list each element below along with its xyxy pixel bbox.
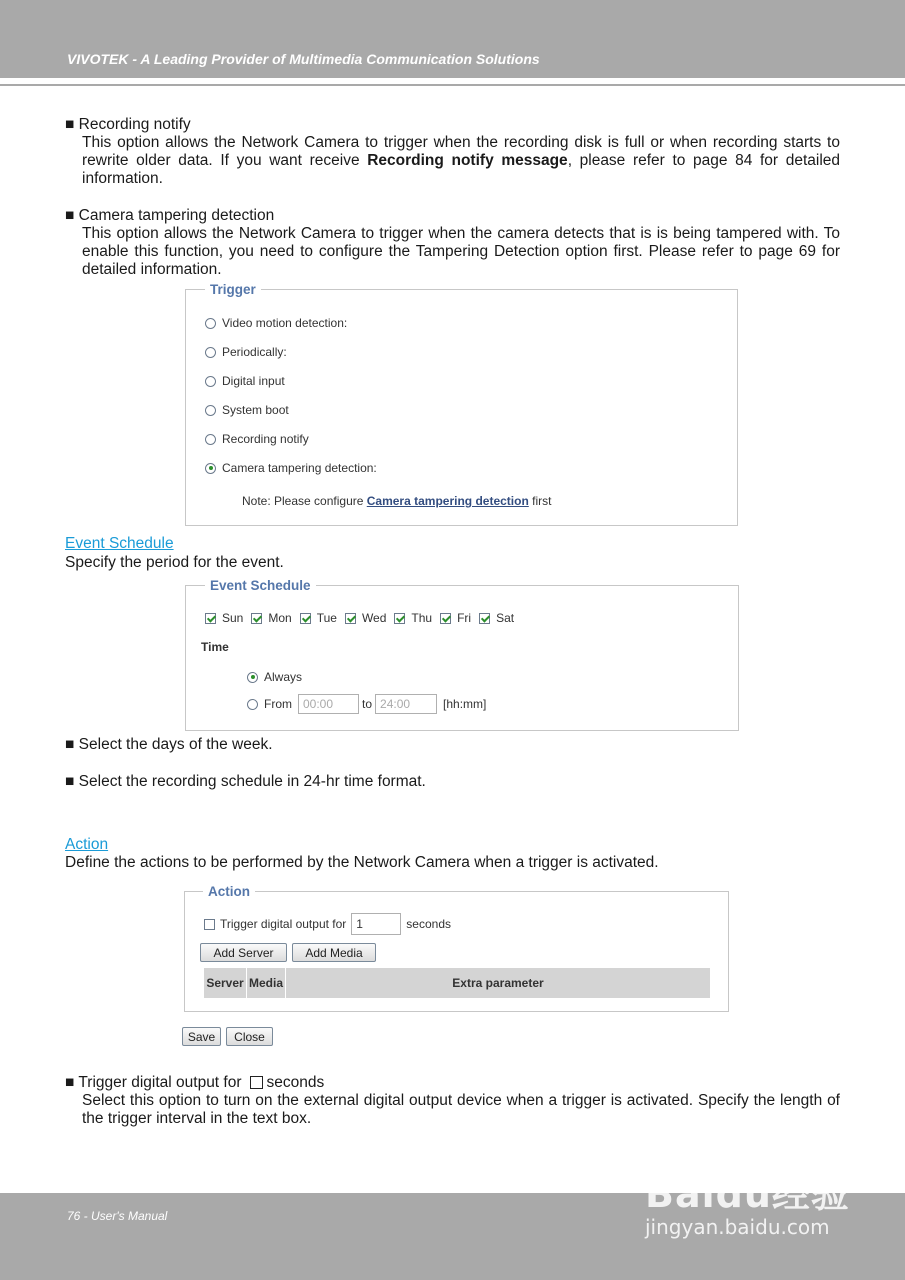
trigger-option-digital-input[interactable] xyxy=(205,374,285,388)
trigger-option-camera-tampering[interactable] xyxy=(205,461,377,475)
bullet-select-time: ■ Select the recording schedule in 24-hr time format. xyxy=(65,773,426,790)
trigger-output-heading-text: ■ Trigger digital output for xyxy=(65,1074,242,1091)
checkbox-wed[interactable] xyxy=(345,613,356,624)
radio-video-motion[interactable] xyxy=(205,318,216,329)
day-label: Mon xyxy=(268,611,292,625)
close-button[interactable]: Close xyxy=(226,1027,273,1046)
radio-periodically[interactable] xyxy=(205,347,216,358)
watermark-brand: Baidu经验 xyxy=(645,1172,850,1216)
checkbox-mon[interactable] xyxy=(251,613,262,624)
trigger-option-recording-notify[interactable] xyxy=(205,432,309,446)
add-server-button[interactable]: Add Server xyxy=(200,943,287,962)
column-extra-parameter: Extra parameter xyxy=(452,976,544,990)
radio-digital-input[interactable] xyxy=(205,376,216,387)
from-time-input[interactable] xyxy=(298,694,359,714)
checkbox-icon xyxy=(250,1076,263,1089)
header-title: VIVOTEK - A Leading Provider of Multimedia Communication Solutions xyxy=(67,51,540,67)
option-label: Periodically: xyxy=(222,345,287,359)
trigger-note xyxy=(242,494,551,508)
checkbox-fri[interactable] xyxy=(440,613,451,624)
bullet-select-days: ■ Select the days of the week. xyxy=(65,736,273,753)
recording-notify-paragraph xyxy=(82,134,840,189)
trigger-output-label: Trigger digital output for xyxy=(220,917,347,931)
checkbox-tue[interactable] xyxy=(300,613,311,624)
recording-notify-bold: Recording notify message xyxy=(367,152,568,170)
time-label: Time xyxy=(201,640,229,654)
day-thu[interactable] xyxy=(394,611,432,625)
trigger-legend: Trigger xyxy=(205,282,261,297)
day-label: Sat xyxy=(496,611,515,625)
checkbox-sat[interactable] xyxy=(479,613,490,624)
time-from-option[interactable] xyxy=(247,694,486,714)
note-text-end: first xyxy=(528,494,552,508)
column-server: Server xyxy=(204,968,247,998)
footer-page-label: 76 - User's Manual xyxy=(67,1209,168,1223)
action-desc: Define the actions to be performed by the Network Camera when a trigger is activated. xyxy=(65,854,659,871)
format-label: [hh:mm] xyxy=(443,697,487,711)
day-label: Wed xyxy=(361,611,387,625)
camera-tampering-heading: ■ Camera tampering detection xyxy=(65,207,275,224)
option-label: Camera tampering detection: xyxy=(222,461,377,475)
day-sun[interactable] xyxy=(205,611,243,625)
day-fri[interactable] xyxy=(440,611,471,625)
days-row xyxy=(205,611,522,625)
day-wed[interactable] xyxy=(345,611,386,625)
watermark-url: jingyan.baidu.com xyxy=(645,1215,830,1239)
trigger-output-paragraph: Select this option to turn on the external digital output device when a trigger is activated. Specify the length of the trigger interval in the text box. xyxy=(82,1092,840,1128)
trigger-option-periodically[interactable] xyxy=(205,345,287,359)
day-label: Tue xyxy=(316,611,337,625)
day-sat[interactable] xyxy=(479,611,514,625)
time-always-option[interactable] xyxy=(247,670,302,684)
note-text: Note: Please configure xyxy=(242,494,367,508)
trigger-option-system-boot[interactable] xyxy=(205,403,289,417)
baidu-watermark xyxy=(640,1145,860,1245)
trigger-output-checkbox[interactable] xyxy=(204,919,215,930)
event-schedule-desc: Specify the period for the event. xyxy=(65,554,284,571)
option-label: Digital input xyxy=(222,374,285,388)
action-link[interactable]: Action xyxy=(65,836,109,853)
checkbox-thu[interactable] xyxy=(394,613,405,624)
trigger-option-video-motion[interactable] xyxy=(205,316,347,330)
option-label: Recording notify xyxy=(222,432,309,446)
event-schedule-link[interactable]: Event Schedule xyxy=(65,535,174,552)
day-tue[interactable] xyxy=(300,611,337,625)
always-label: Always xyxy=(264,670,303,684)
day-label: Fri xyxy=(457,611,472,625)
column-media: Media xyxy=(247,968,286,998)
action-table-header xyxy=(204,968,710,998)
trigger-output-seconds-input[interactable] xyxy=(351,913,401,935)
trigger-output-heading-seconds: seconds xyxy=(266,1074,325,1091)
from-label: From xyxy=(264,697,292,711)
recording-notify-text-1: This option allows the Network Camera to trigger when the recording disk is full or when recording starts to rewrite older data. If you want receive xyxy=(82,134,840,170)
radio-from[interactable] xyxy=(247,699,258,710)
to-label: to xyxy=(362,697,373,711)
schedule-legend: Event Schedule xyxy=(205,578,316,593)
add-media-button[interactable]: Add Media xyxy=(292,943,376,962)
trigger-output-row xyxy=(204,913,451,935)
camera-tampering-link[interactable]: Camera tampering detection xyxy=(366,494,529,508)
header-divider xyxy=(0,84,905,86)
action-legend: Action xyxy=(203,884,255,899)
radio-system-boot[interactable] xyxy=(205,405,216,416)
seconds-label: seconds xyxy=(406,917,451,931)
option-label: System boot xyxy=(222,403,289,417)
save-button[interactable]: Save xyxy=(182,1027,221,1046)
day-label: Sun xyxy=(222,611,244,625)
radio-camera-tampering[interactable] xyxy=(205,463,216,474)
recording-notify-text-2: , please refer to page 84 for detailed information. xyxy=(82,152,841,188)
to-time-input[interactable] xyxy=(375,694,437,714)
camera-tampering-paragraph: This option allows the Network Camera to trigger when the camera detects that is is being tampered with. To enable this function, you need to configure the Tampering Detection option first. Please refer to page 69 for detailed information. xyxy=(82,225,840,279)
checkbox-sun[interactable] xyxy=(205,613,216,624)
option-label: Video motion detection: xyxy=(222,316,348,330)
day-mon[interactable] xyxy=(251,611,291,625)
trigger-output-heading xyxy=(65,1074,324,1092)
radio-recording-notify[interactable] xyxy=(205,434,216,445)
radio-always[interactable] xyxy=(247,672,258,683)
day-label: Thu xyxy=(411,611,433,625)
recording-notify-heading: ■ Recording notify xyxy=(65,116,191,133)
